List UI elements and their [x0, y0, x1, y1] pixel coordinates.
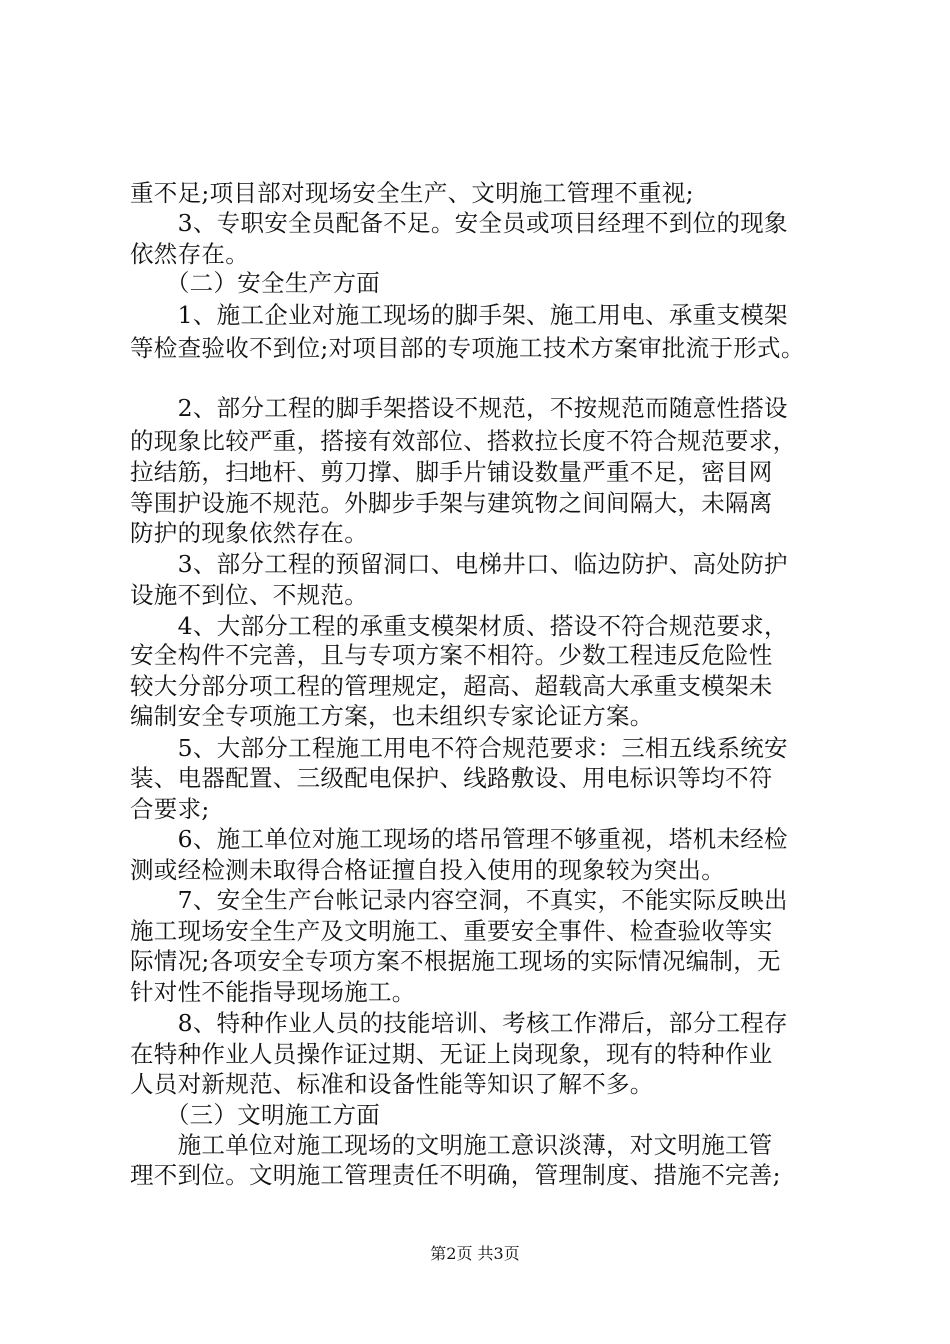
section-heading: （三）文明施工方面 [130, 1101, 381, 1129]
body-text-line: 编制安全专项施工方案，也未组织专家论证方案。 [130, 702, 654, 730]
body-text-line: 3、专职安全员配备不足。安全员或项目经理不到位的现象 [130, 209, 788, 237]
body-text-line: 理不到位。文明施工管理责任不明确，管理制度、措施不完善; [130, 1161, 781, 1189]
body-text-line: 7、安全生产台帐记录内容空洞，不真实，不能实际反映出 [130, 886, 788, 914]
body-text-line: 依然存在。 [130, 240, 249, 268]
body-text-line: 际情况;各项安全专项方案不根据施工现场的实际情况编制，无 [130, 947, 781, 975]
body-text-line: 4、大部分工程的承重支模架材质、搭设不符合规范要求， [130, 612, 788, 640]
body-text-line: 安全构件不完善，且与专项方案不相符。少数工程违反危险性 [130, 641, 773, 669]
body-text-line: 在特种作业人员操作证过期、无证上岗现象，现有的特种作业 [130, 1040, 773, 1068]
body-text-line: 施工现场安全生产及文明施工、重要安全事件、检查验收等实 [130, 917, 773, 945]
body-text-line: 重不足;项目部对现场安全生产、文明施工管理不重视; [130, 179, 694, 207]
page-number-footer: 第2页 共3页 [430, 1244, 520, 1263]
body-text-line: 的现象比较严重，搭接有效部位、搭救拉长度不符合规范要求， [130, 427, 797, 455]
body-text-line: 施工单位对施工现场的文明施工意识淡薄，对文明施工管 [130, 1131, 773, 1159]
body-text-line: 2、部分工程的脚手架搭设不规范，不按规范而随意性搭设 [130, 394, 788, 422]
body-text-line: 防护的现象依然存在。 [130, 519, 368, 547]
body-text-line: 8、特种作业人员的技能培训、考核工作滞后，部分工程存 [130, 1009, 788, 1037]
body-text-line: 1、施工企业对施工现场的脚手架、施工用电、承重支模架 [130, 301, 788, 329]
body-text-line: 等检查验收不到位;对项目部的专项施工技术方案审批流于形式。 [130, 334, 805, 362]
body-text-line: 合要求; [130, 795, 210, 823]
body-text-line: 等围护设施不规范。外脚步手架与建筑物之间间隔大，未隔离 [130, 489, 773, 517]
section-heading: （二）安全生产方面 [130, 269, 381, 297]
body-text-line: 测或经检测未取得合格证擅自投入使用的现象较为突出。 [130, 856, 725, 884]
body-text-line: 拉结筋，扫地杆、剪刀撑、脚手片铺设数量严重不足，密目网 [130, 458, 773, 486]
body-text-line: 较大分部分项工程的管理规定，超高、超载高大承重支模架未 [130, 672, 773, 700]
body-text-line: 装、电器配置、三级配电保护、线路敷设、用电标识等均不符 [130, 764, 773, 792]
body-text-line: 针对性不能指导现场施工。 [130, 978, 416, 1006]
body-text-line: 6、施工单位对施工现场的塔吊管理不够重视，塔机未经检 [130, 825, 788, 853]
body-text-line: 5、大部分工程施工用电不符合规范要求：三相五线系统安 [130, 734, 788, 762]
body-text-line: 人员对新规范、标准和设备性能等知识了解不多。 [130, 1070, 654, 1098]
body-text-line: 设施不到位、不规范。 [130, 581, 368, 609]
body-text-line: 3、部分工程的预留洞口、电梯井口、临边防护、高处防护 [130, 550, 788, 578]
